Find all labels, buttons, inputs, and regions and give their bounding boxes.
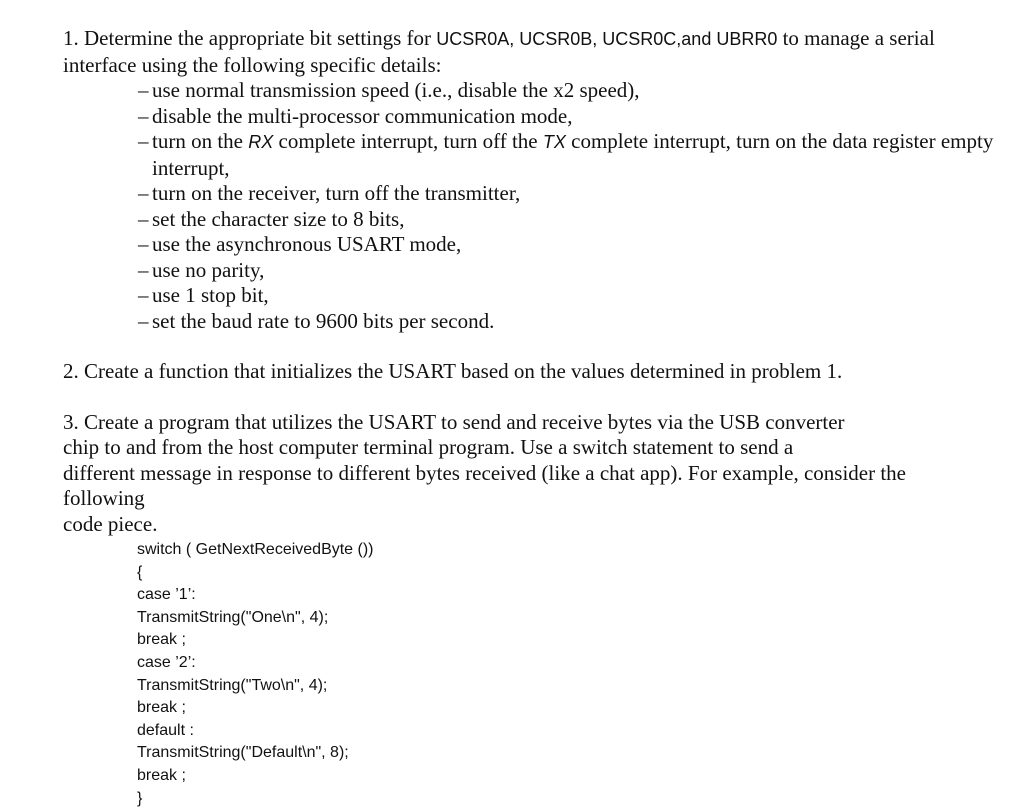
- list-item: – disable the multi-processor communication mode,: [138, 103, 573, 128]
- list-item: – set the baud rate to 9600 bits per second.: [138, 308, 495, 333]
- code-line: default :: [137, 721, 194, 739]
- list-item: – use normal transmission speed (i.e., disable the x2 speed),: [138, 78, 640, 102]
- spacer: [63, 385, 998, 410]
- code-line: break ;: [137, 631, 186, 649]
- list-item: – turn on the RX complete interrupt, turn off the TX complete interrupt, turn on the data register empty interrupt,: [138, 129, 994, 180]
- list-item: – use no parity,: [138, 257, 265, 282]
- question-3-line: different message in response to different bytes received (like a chat app). For example, consider the: [63, 460, 906, 485]
- list-item: – turn on the receiver, turn off the transmitter,: [138, 181, 521, 205]
- bullet-dash: –: [138, 206, 149, 231]
- code-line: TransmitString("Two\n", 4);: [137, 676, 328, 694]
- bullet-dash: –: [138, 283, 149, 307]
- code-line: switch ( GetNextReceivedByte ()): [137, 541, 374, 558]
- rx-label: RX: [248, 132, 274, 152]
- code-line: break ;: [137, 699, 186, 717]
- code-snippet: [137, 539, 998, 810]
- question-3-line: code piece.: [63, 511, 158, 536]
- code-line: {: [137, 563, 143, 581]
- bullet-dash: –: [138, 181, 149, 205]
- question-1-intro: [63, 26, 998, 78]
- question-3: [63, 410, 998, 538]
- code-line: break ;: [137, 766, 186, 784]
- bullet-dash: –: [138, 78, 149, 102]
- code-line: TransmitString("Default\n", 8);: [137, 744, 349, 762]
- bullet-dash: –: [138, 129, 149, 153]
- question-3-line: chip to and from the host computer terminal program. Use a switch statement to send a: [63, 435, 794, 459]
- spacer: [63, 334, 998, 359]
- question-3-line: following: [63, 486, 145, 510]
- code-line: }: [137, 789, 143, 807]
- tx-label: TX: [542, 132, 566, 152]
- list-item: – use the asynchronous USART mode,: [138, 232, 462, 256]
- question-1-lead: 1. Determine the appropriate bit settings for: [63, 26, 437, 50]
- code-line: case ’2’:: [137, 653, 196, 671]
- register-names: UCSR0A, UCSR0B, UCSR0C,and UBRR0: [436, 29, 778, 49]
- list-item: – use 1 stop bit,: [138, 283, 269, 307]
- document-body: [63, 26, 998, 810]
- bullet-dash: –: [138, 103, 149, 128]
- question-1-tail: to manage a serial interface using the following specific details:: [63, 26, 935, 77]
- code-line: TransmitString("One\n", 4);: [137, 608, 329, 626]
- bullet-dash: –: [138, 257, 149, 282]
- code-line: case ’1’:: [137, 586, 196, 604]
- requirements-list: [138, 78, 998, 334]
- list-item: – set the character size to 8 bits,: [138, 206, 405, 231]
- question-2: 2. Create a function that initializes the USART based on the values determined in problem 1.: [63, 359, 843, 383]
- question-3-line: 3. Create a program that utilizes the USART to send and receive bytes via the USB converter: [63, 409, 845, 434]
- bullet-dash: –: [138, 232, 149, 256]
- bullet-dash: –: [138, 308, 149, 333]
